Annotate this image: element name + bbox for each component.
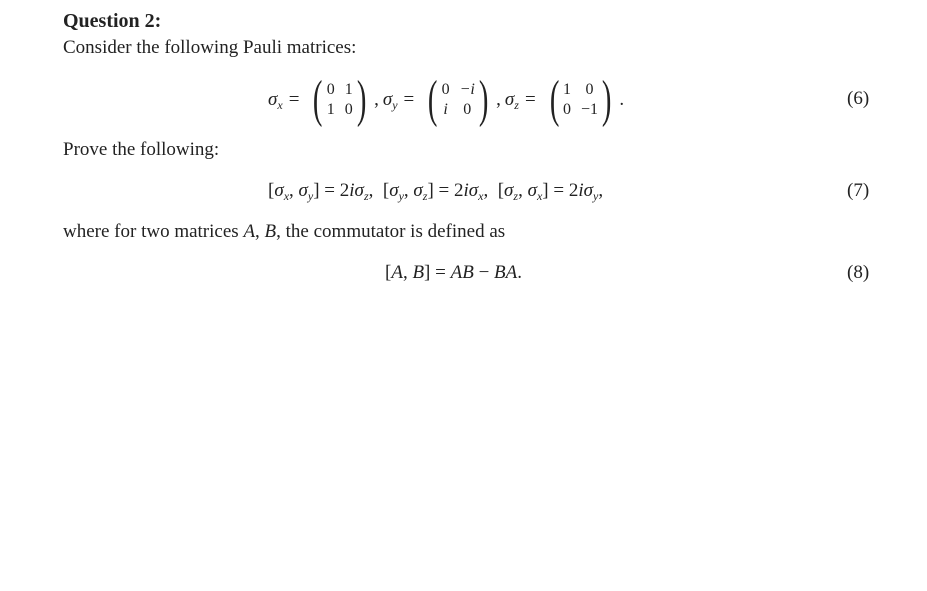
sigma-z-symbol: $\sigma_z$ [504,89,519,112]
where-text: where for two matrices A, B, the commutator is defined as [63,221,506,242]
equation-number-7: (7) [847,180,870,201]
sigma-z-entry: 1 [563,81,571,98]
sigma-z-entry: 0 [585,81,594,98]
sigma-y-entry: 0 [463,101,472,118]
sigma-y-matrix: ( 0 −i i 0 ) [428,71,489,128]
commutator-relations: [$\sigma_x$, $\sigma_y] = 2i\sigma_z$, [$\sigma_y$, $\sigma_z] = 2i\sigma_x$, [$\sigma_z$, $\sigma_x] = 2i\sigma_y$, [268,180,604,203]
pauli-matrices-equation: $\sigma_x$ = ( 0 1 1 0 ) , $\sigma_y$ = ( 0 −i i 0 ) , $\sigma_z$ = ( 1 0 0 −1 ) . [268,71,625,128]
sigma-x-entry: 1 [326,101,335,118]
sigma-x-entry: 0 [344,101,353,118]
prove-text: Prove the following: [63,139,220,160]
intro-text: Consider the following Pauli matrices: [63,37,357,58]
sigma-x-matrix: ( 0 1 1 0 ) [313,71,367,128]
equation-number-8: (8) [847,262,870,283]
sigma-y-entry: −i [459,81,475,98]
sigma-z-entry: −1 [581,101,599,118]
sigma-x-symbol: $\sigma_x$ [268,89,283,112]
question-title: Question 2: [63,10,162,32]
sigma-y-symbol: $\sigma_y$ [382,89,398,112]
sigma-z-entry: 0 [563,101,571,118]
sigma-z-matrix: ( 1 0 0 −1 ) [549,71,612,128]
sigma-x-entry: 0 [326,81,335,98]
sigma-y-entry: 0 [441,81,450,98]
sigma-x-entry: 1 [344,81,353,98]
commutator-definition: [A, B] = AB − BA. [385,262,522,283]
equation-number-6: (6) [847,88,870,109]
sigma-y-entry: i [443,101,448,118]
